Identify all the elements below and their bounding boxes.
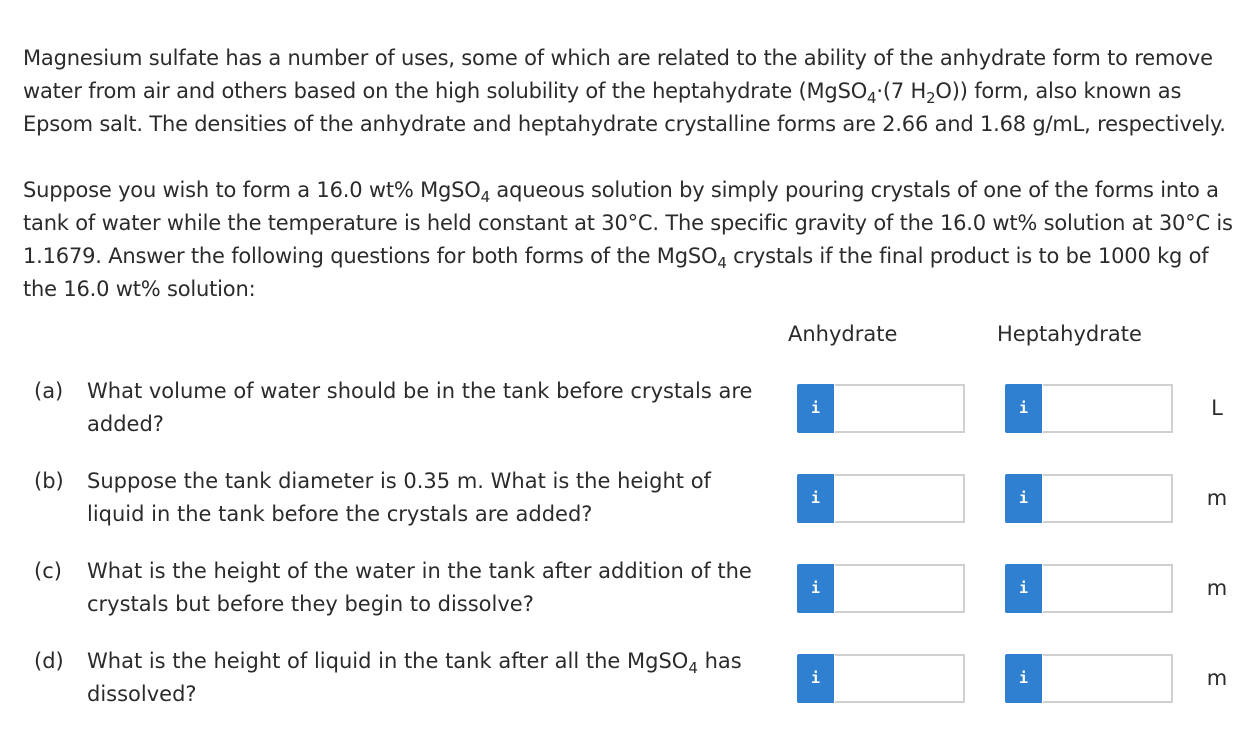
question-text-part: What is the height of liquid in the tank after all the MgSO <box>87 649 689 673</box>
info-button[interactable]: i <box>797 384 834 433</box>
intro-text: Suppose you wish to form a 16.0 wt% MgSO <box>23 178 481 202</box>
subscript: 4 <box>688 659 698 677</box>
anhydrate-answer-input-a[interactable] <box>835 384 965 433</box>
unit-label: L <box>1211 396 1223 420</box>
question-text-part: has dissolved? <box>87 649 742 706</box>
question-label: (c) <box>34 559 62 583</box>
intro-text: ·(7 H <box>876 79 927 103</box>
unit-label: m <box>1206 666 1228 690</box>
question-text <box>87 645 767 711</box>
subscript: 4 <box>867 89 877 107</box>
heptahydrate-answer-input-c[interactable] <box>1043 564 1173 613</box>
info-button[interactable]: i <box>1005 564 1042 613</box>
info-button[interactable]: i <box>797 654 834 703</box>
unit-label: m <box>1206 486 1228 510</box>
subscript: 2 <box>926 89 936 107</box>
intro-text: Magnesium sulfate has a number of uses, some of which are related to the ability of the anhydrate form to remove water from air and others based on the high solubility of the heptahydrate (MgSO <box>23 46 1213 103</box>
question-text: What is the height of the water in the tank after addition of the crystals but before they begin to dissolve? <box>87 559 752 616</box>
info-button[interactable]: i <box>797 564 834 613</box>
info-button[interactable]: i <box>1005 384 1042 433</box>
intro-paragraph-1 <box>23 42 1235 141</box>
question-text: What volume of water should be in the tank before crystals are added? <box>87 379 753 436</box>
question-label: (b) <box>34 469 64 493</box>
intro-text: crystals if the final product is to be 1000 kg of the 16.0 wt% solution: <box>23 244 1209 301</box>
intro-text: aqueous solution by simply pouring crystals of one of the forms into a tank of water while the temperature is held constant at 30°C. The specific gravity of the 16.0 wt% solution at 30°C is 1.1679. Answer the following questions for both forms of the MgSO <box>23 178 1233 268</box>
question-label: (a) <box>34 379 64 403</box>
question-text: Suppose the tank diameter is 0.35 m. What is the height of liquid in the tank before the crystals are added? <box>87 469 711 526</box>
heptahydrate-answer-input-b[interactable] <box>1043 474 1173 523</box>
column-header-heptahydrate: Heptahydrate <box>997 322 1142 346</box>
info-button[interactable]: i <box>1005 654 1042 703</box>
column-header-anhydrate: Anhydrate <box>788 322 898 346</box>
anhydrate-answer-input-b[interactable] <box>835 474 965 523</box>
anhydrate-answer-input-d[interactable] <box>835 654 965 703</box>
anhydrate-answer-input-c[interactable] <box>835 564 965 613</box>
info-button[interactable]: i <box>1005 474 1042 523</box>
info-button[interactable]: i <box>797 474 834 523</box>
unit-label: m <box>1206 576 1228 600</box>
intro-text: O)) form, also known as Epsom salt. The densities of the anhydrate and heptahydrate crystalline forms are 2.66 and 1.68 g/mL, respectively. <box>23 79 1226 136</box>
question-label: (d) <box>34 649 64 673</box>
subscript: 4 <box>480 188 490 206</box>
heptahydrate-answer-input-d[interactable] <box>1043 654 1173 703</box>
intro-paragraph-2 <box>23 174 1235 306</box>
heptahydrate-answer-input-a[interactable] <box>1043 384 1173 433</box>
subscript: 4 <box>717 254 727 272</box>
